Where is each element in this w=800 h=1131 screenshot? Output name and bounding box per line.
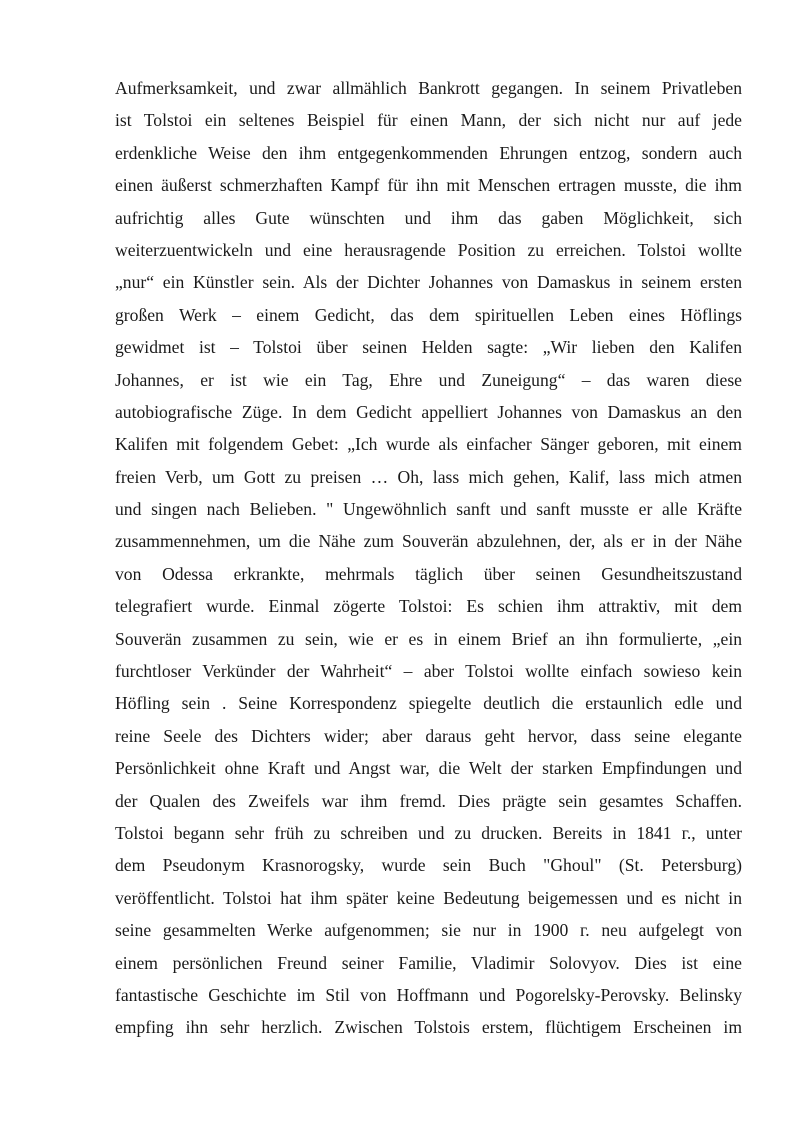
text-line: Kalifen mit folgendem Gebet: „Ich wurde als einfacher Sänger geboren, mit einem	[115, 434, 742, 455]
text-line: empfing ihn sehr herzlich. Zwischen Tolstois erstem, flüchtigem Erscheinen im	[115, 1017, 742, 1038]
text-line: autobiografische Züge. In dem Gedicht appelliert Johannes von Damaskus an den	[115, 401, 742, 422]
text-line: weiterzuentwickeln und eine herausragende Position zu erreichen. Tolstoi wollte	[115, 239, 742, 260]
body-text	[115, 72, 742, 1044]
text-line: Persönlichkeit ohne Kraft und Angst war, die Welt der starken Empfindungen und	[115, 758, 742, 779]
text-line: „nur“ ein Künstler sein. Als der Dichter Johannes von Damaskus in seinem ersten	[115, 272, 742, 293]
text-line: aufrichtig alles Gute wünschten und ihm das gaben Möglichkeit, sich	[115, 207, 742, 228]
text-line: veröffentlicht. Tolstoi hat ihm später keine Bedeutung beigemessen und es nicht in	[115, 887, 742, 908]
text-line: reine Seele des Dichters wider; aber daraus geht hervor, dass seine elegante	[115, 725, 742, 746]
text-line: Höfling sein . Seine Korrespondenz spiegelte deutlich die erstaunlich edle und	[115, 693, 742, 714]
text-line: furchtloser Verkünder der Wahrheit“ – aber Tolstoi wollte einfach sowieso kein	[115, 661, 742, 682]
text-line: freien Verb, um Gott zu preisen … Oh, lass mich gehen, Kalif, lass mich atmen	[115, 466, 742, 487]
text-line: großen Werk – einem Gedicht, das dem spirituellen Leben eines Höflings	[115, 304, 742, 325]
text-line: telegrafiert wurde. Einmal zögerte Tolstoi: Es schien ihm attraktiv, mit dem	[115, 596, 742, 617]
text-line: Tolstoi begann sehr früh zu schreiben und zu drucken. Bereits in 1841 г., unter	[115, 822, 742, 843]
text-line: Souverän zusammen zu sein, wie er es in einem Brief an ihn formulierte, „ein	[115, 628, 742, 649]
text-line: seine gesammelten Werke aufgenommen; sie nur in 1900 г. neu aufgelegt von	[115, 920, 742, 941]
text-line: Johannes, er ist wie ein Tag, Ehre und Zuneigung“ – das waren diese	[115, 369, 742, 390]
text-line: und singen nach Belieben. " Ungewöhnlich sanft und sanft musste er alle Kräfte	[115, 499, 742, 520]
text-line: der Qualen des Zweifels war ihm fremd. Dies prägte sein gesamtes Schaffen.	[115, 790, 742, 811]
text-line: fantastische Geschichte im Stil von Hoffmann und Pogorelsky-Perovsky. Belinsky	[115, 984, 742, 1005]
text-line: dem Pseudonym Krasnorogsky, wurde sein Buch "Ghoul" (St. Petersburg)	[115, 855, 742, 876]
text-line: ist Tolstoi ein seltenes Beispiel für einen Mann, der sich nicht nur auf jede	[115, 110, 742, 131]
text-line: von Odessa erkrankte, mehrmals täglich über seinen Gesundheitszustand	[115, 563, 742, 584]
text-line: erdenkliche Weise den ihm entgegenkommenden Ehrungen entzog, sondern auch	[115, 142, 742, 163]
text-line: Aufmerksamkeit, und zwar allmählich Bankrott gegangen. In seinem Privatleben	[115, 78, 742, 98]
text-line: einem persönlichen Freund seiner Familie, Vladimir Solovyov. Dies ist eine	[115, 952, 742, 973]
text-line: gewidmet ist – Tolstoi über seinen Helden sagte: „Wir lieben den Kalifen	[115, 337, 742, 358]
text-line: zusammennehmen, um die Nähe zum Souverän abzulehnen, der, als er in der Nähe	[115, 531, 742, 552]
text-line: einen äußerst schmerzhaften Kampf für ihn mit Menschen ertragen musste, die ihm	[115, 175, 742, 196]
